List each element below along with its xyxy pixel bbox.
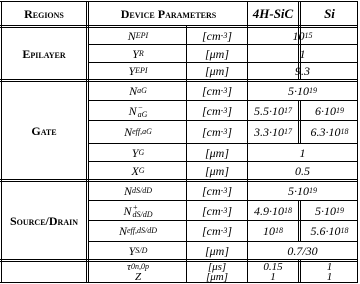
param-unit: [μm] xyxy=(204,46,230,61)
param-unit: [cm -3 ] xyxy=(201,29,232,43)
header-regions: Regions xyxy=(24,6,64,21)
param-value: 10 15 xyxy=(292,29,313,43)
param-unit: [cm -3 ] xyxy=(201,125,232,139)
param-value: 5·10 19 xyxy=(288,84,317,98)
param-unit: [cm -3 ] xyxy=(201,203,232,218)
param-unit: [cm -3 ] xyxy=(201,184,232,198)
rule-regions xyxy=(86,1,89,283)
param-value-sic: 4.9·10 18 xyxy=(254,203,292,218)
param-symbol: N eff,aG xyxy=(124,125,152,139)
param-unit: [cm -3 ] xyxy=(201,224,232,238)
param-symbol: N aG xyxy=(129,84,147,98)
param-value-si: 1 xyxy=(326,270,333,283)
group-epilayer: Epilayer xyxy=(22,46,66,61)
param-value: 9.3 xyxy=(295,64,310,78)
param-symbol: X G xyxy=(131,163,145,178)
rule-right xyxy=(357,1,358,283)
param-unit: [μm] xyxy=(205,270,229,283)
param-symbol: Y R xyxy=(132,46,144,61)
header-device-parameters: Device Parameters xyxy=(120,6,217,21)
param-unit: [μm] xyxy=(204,163,230,178)
group-gate: Gate xyxy=(31,123,57,138)
param-unit: [μs] xyxy=(207,260,227,273)
rule-cols xyxy=(298,259,301,283)
rule-bottom xyxy=(0,282,358,283)
param-symbol: N dS/dD xyxy=(123,184,152,198)
param-unit: [cm -3 ] xyxy=(201,103,232,118)
param-value-si: 1 xyxy=(326,260,333,273)
param-unit: [cm -3 ] xyxy=(201,84,232,98)
param-unit: [μm] xyxy=(204,243,230,258)
param-value-si: 5·10 19 xyxy=(315,203,344,218)
param-symbol: Z xyxy=(134,270,142,283)
param-symbol: N eff,dS/dD xyxy=(118,224,157,238)
param-value-sic: 0.15 xyxy=(263,260,283,273)
param-value-sic: 1 xyxy=(270,270,276,283)
rule-cols xyxy=(298,200,301,241)
param-value: 1 xyxy=(299,46,306,61)
param-symbol: N + dS/dD xyxy=(123,202,153,219)
param-value-sic: 10 18 xyxy=(263,224,283,238)
param-value: 0.5 xyxy=(295,163,310,178)
param-value-si: 6.3·10 18 xyxy=(310,125,349,139)
param-value: 0.7/30 xyxy=(287,243,318,258)
param-symbol: Y G xyxy=(131,145,145,160)
header-4h-sic: 4H-SiC xyxy=(252,6,294,21)
param-value-si: 5.6·10 18 xyxy=(310,224,349,238)
group-source-drain: Source/Drain xyxy=(9,213,78,228)
param-symbol: τ 0n,0p xyxy=(127,260,149,273)
param-value-sic: 5.5·10 17 xyxy=(254,103,292,118)
param-unit: [μm] xyxy=(204,64,230,78)
param-symbol: N EPI xyxy=(127,29,149,43)
header-si: Si xyxy=(324,6,335,21)
param-value-sic: 3.3·10 17 xyxy=(254,125,292,139)
rule-cols xyxy=(298,100,301,143)
param-symbol: N − aG xyxy=(128,102,148,119)
param-value: 1 xyxy=(299,145,306,160)
param-unit: [μm] xyxy=(204,145,230,160)
param-symbol: Y EPI xyxy=(128,64,148,78)
param-symbol: Y S/D xyxy=(128,243,148,258)
param-value: 5·10 19 xyxy=(288,184,317,198)
param-value-si: 6·10 19 xyxy=(315,103,344,118)
